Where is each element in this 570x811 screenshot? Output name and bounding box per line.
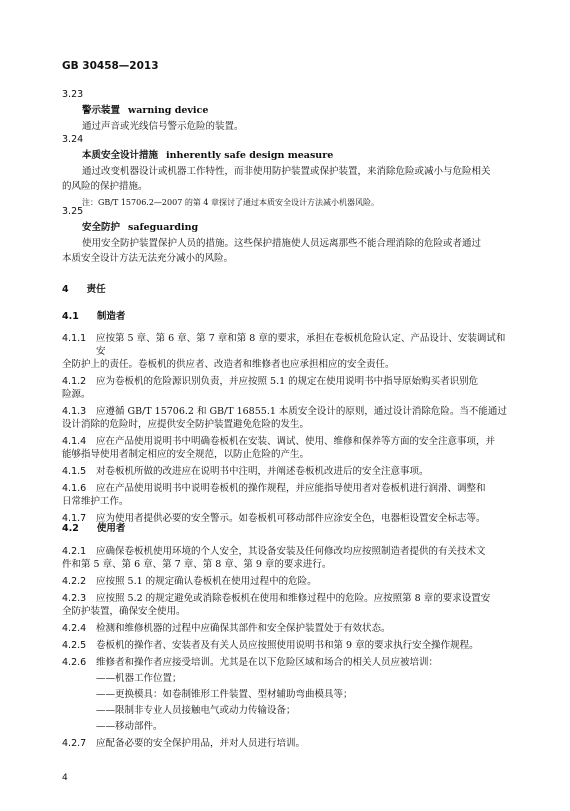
definition-text: 通过改变机器设计或机器工作特性，而非使用防护装置或保护装置，来消除危险或减小与危险相关 xyxy=(82,166,491,177)
definition-text: 使用安全防护装置保护人员的措施。这些保护措施使人员远离那些不能合理消除的危险或者通过 xyxy=(82,238,482,249)
clauses-4-1 xyxy=(62,332,514,525)
list-item: ——移动部件。 xyxy=(96,721,163,732)
note: 注：GB/T 15706.2—2007 的第 4 章探讨了通过本质安全设计方法减小机器风险。 xyxy=(82,198,380,207)
definition-text: 本质安全设计方法无法充分减小的风险。 xyxy=(62,253,234,264)
section-4-1-heading: 4.1 制造者 xyxy=(62,311,126,322)
section-4-2-heading: 4.2 使用者 xyxy=(62,523,126,534)
term-en: safeguarding xyxy=(128,222,199,233)
list-item: ——限制非专业人员接触电气或动力传输设备； xyxy=(96,705,296,716)
definition-3-24 xyxy=(62,133,514,209)
definition-text: 的风险的保护措施。 xyxy=(62,181,148,192)
clause-4-2-6: 4.2.6 维修者和操作者应接受培训。尤其是在以下危险区域和场合的相关人员应被培训： ——机器工作位置； ——更换模具：如卷制锥形工件装置、型材辅助弯曲模具等； ——限制非专业人员接触电气或动力传输设备； ——移动部件。 xyxy=(62,656,514,733)
term-line xyxy=(62,221,514,234)
clause-4-1-5: 4.1.5 对卷板机所做的改进应在说明书中注明，并阐述卷板机改进后的安全注意事项。 xyxy=(62,466,429,477)
term-zh: 警示装置 xyxy=(82,105,121,116)
term-en: warning device xyxy=(128,105,209,116)
clause-4-1-7: 4.1.7 应为使用者提供必要的安全警示。如卷板机可移动部件应涂安全色，电器柜设置安全标志等。 xyxy=(62,513,486,524)
clause-4-1-6: 4.1.6 应在产品使用说明书中说明卷板机的操作规程，并应能指导使用者对卷板机进行润滑、调整和 日常维护工作。 xyxy=(62,483,486,507)
clause-4-2-1: 4.2.1 应确保卷板机使用环境的个人安全，其设备安装及任何修改均应按照制造者提供的有关技术文 件和第 5 章、第 6 章、第 7 章、第 8 章、第 9 章的要求进行。 xyxy=(62,546,486,570)
clause-4-2-5: 4.2.5 卷板机的操作者、安装者及有关人员应按照使用说明书和第 9 章的要求执行安全操作规程。 xyxy=(62,640,479,651)
clauses-4-2 xyxy=(62,545,514,750)
clause-4-2-7: 4.2.7 应配备必要的安全保护用品，并对人员进行培训。 xyxy=(62,738,306,749)
term-en: inherently safe design measure xyxy=(166,150,334,161)
clause-4-1-3: 4.1.3 应遵循 GB/T 15706.2 和 GB/T 16855.1 本质安全设计的原则，通过设计消除危险。当不能通过 设计消除的危险时，应提供安全防护装置避免危险的发生。 xyxy=(62,406,507,430)
section-4-heading: 4 责任 xyxy=(62,284,106,295)
definition-3-25 xyxy=(62,205,514,265)
clause-number: 3.23 xyxy=(62,89,84,100)
clause-4-2-4: 4.2.4 检测和维修机器的过程中应确保其部件和安全保护装置处于有效状态。 xyxy=(62,623,391,634)
clause-number: 3.24 xyxy=(62,134,84,145)
list-item: ——机器工作位置； xyxy=(96,673,182,684)
definition-text: 通过声音或光线信号警示危险的装置。 xyxy=(82,121,244,132)
clause-number: 3.25 xyxy=(62,206,84,217)
clause-4-1-1: 4.1.1 应按第 5 章、第 6 章、第 7 章和第 8 章的要求，承担在卷板机危险认定、产品设计、安装调试和安 全防护上的责任。卷板机的供应者、改造者和维修者也应承担相应的安全责任。 xyxy=(62,333,506,370)
clause-4-2-2: 4.2.2 应按照 5.1 的规定确认卷板机在使用过程中的危险。 xyxy=(62,576,317,587)
term-line xyxy=(62,149,514,162)
standard-header: GB 30458—2013 xyxy=(62,60,159,72)
clause-4-2-3: 4.2.3 应按照 5.2 的规定避免或消除卷板机在使用和维修过程中的危险。应按照第 8 章的要求设置安 全防护装置，确保安全使用。 xyxy=(62,593,491,617)
page-number: 4 xyxy=(62,773,68,783)
term-line xyxy=(62,104,514,117)
term-zh: 本质安全设计措施 xyxy=(82,150,159,161)
clause-4-1-4: 4.1.4 应在产品使用说明书中明确卷板机在安装、调试、使用、维修和保养等方面的安全注意事项，并 能够指导使用者制定相应的安全规范，以防止危险的产生。 xyxy=(62,436,496,460)
clause-4-1-2: 4.1.2 应为卷板机的危险源识别负责，并应按照 5.1 的规定在使用说明书中指导原始购买者识别危 险源。 xyxy=(62,376,479,400)
list-item: ——更换模具：如卷制锥形工件装置、型材辅助弯曲模具等； xyxy=(96,689,353,700)
term-zh: 安全防护 xyxy=(82,222,121,233)
definition-3-23 xyxy=(62,88,514,133)
